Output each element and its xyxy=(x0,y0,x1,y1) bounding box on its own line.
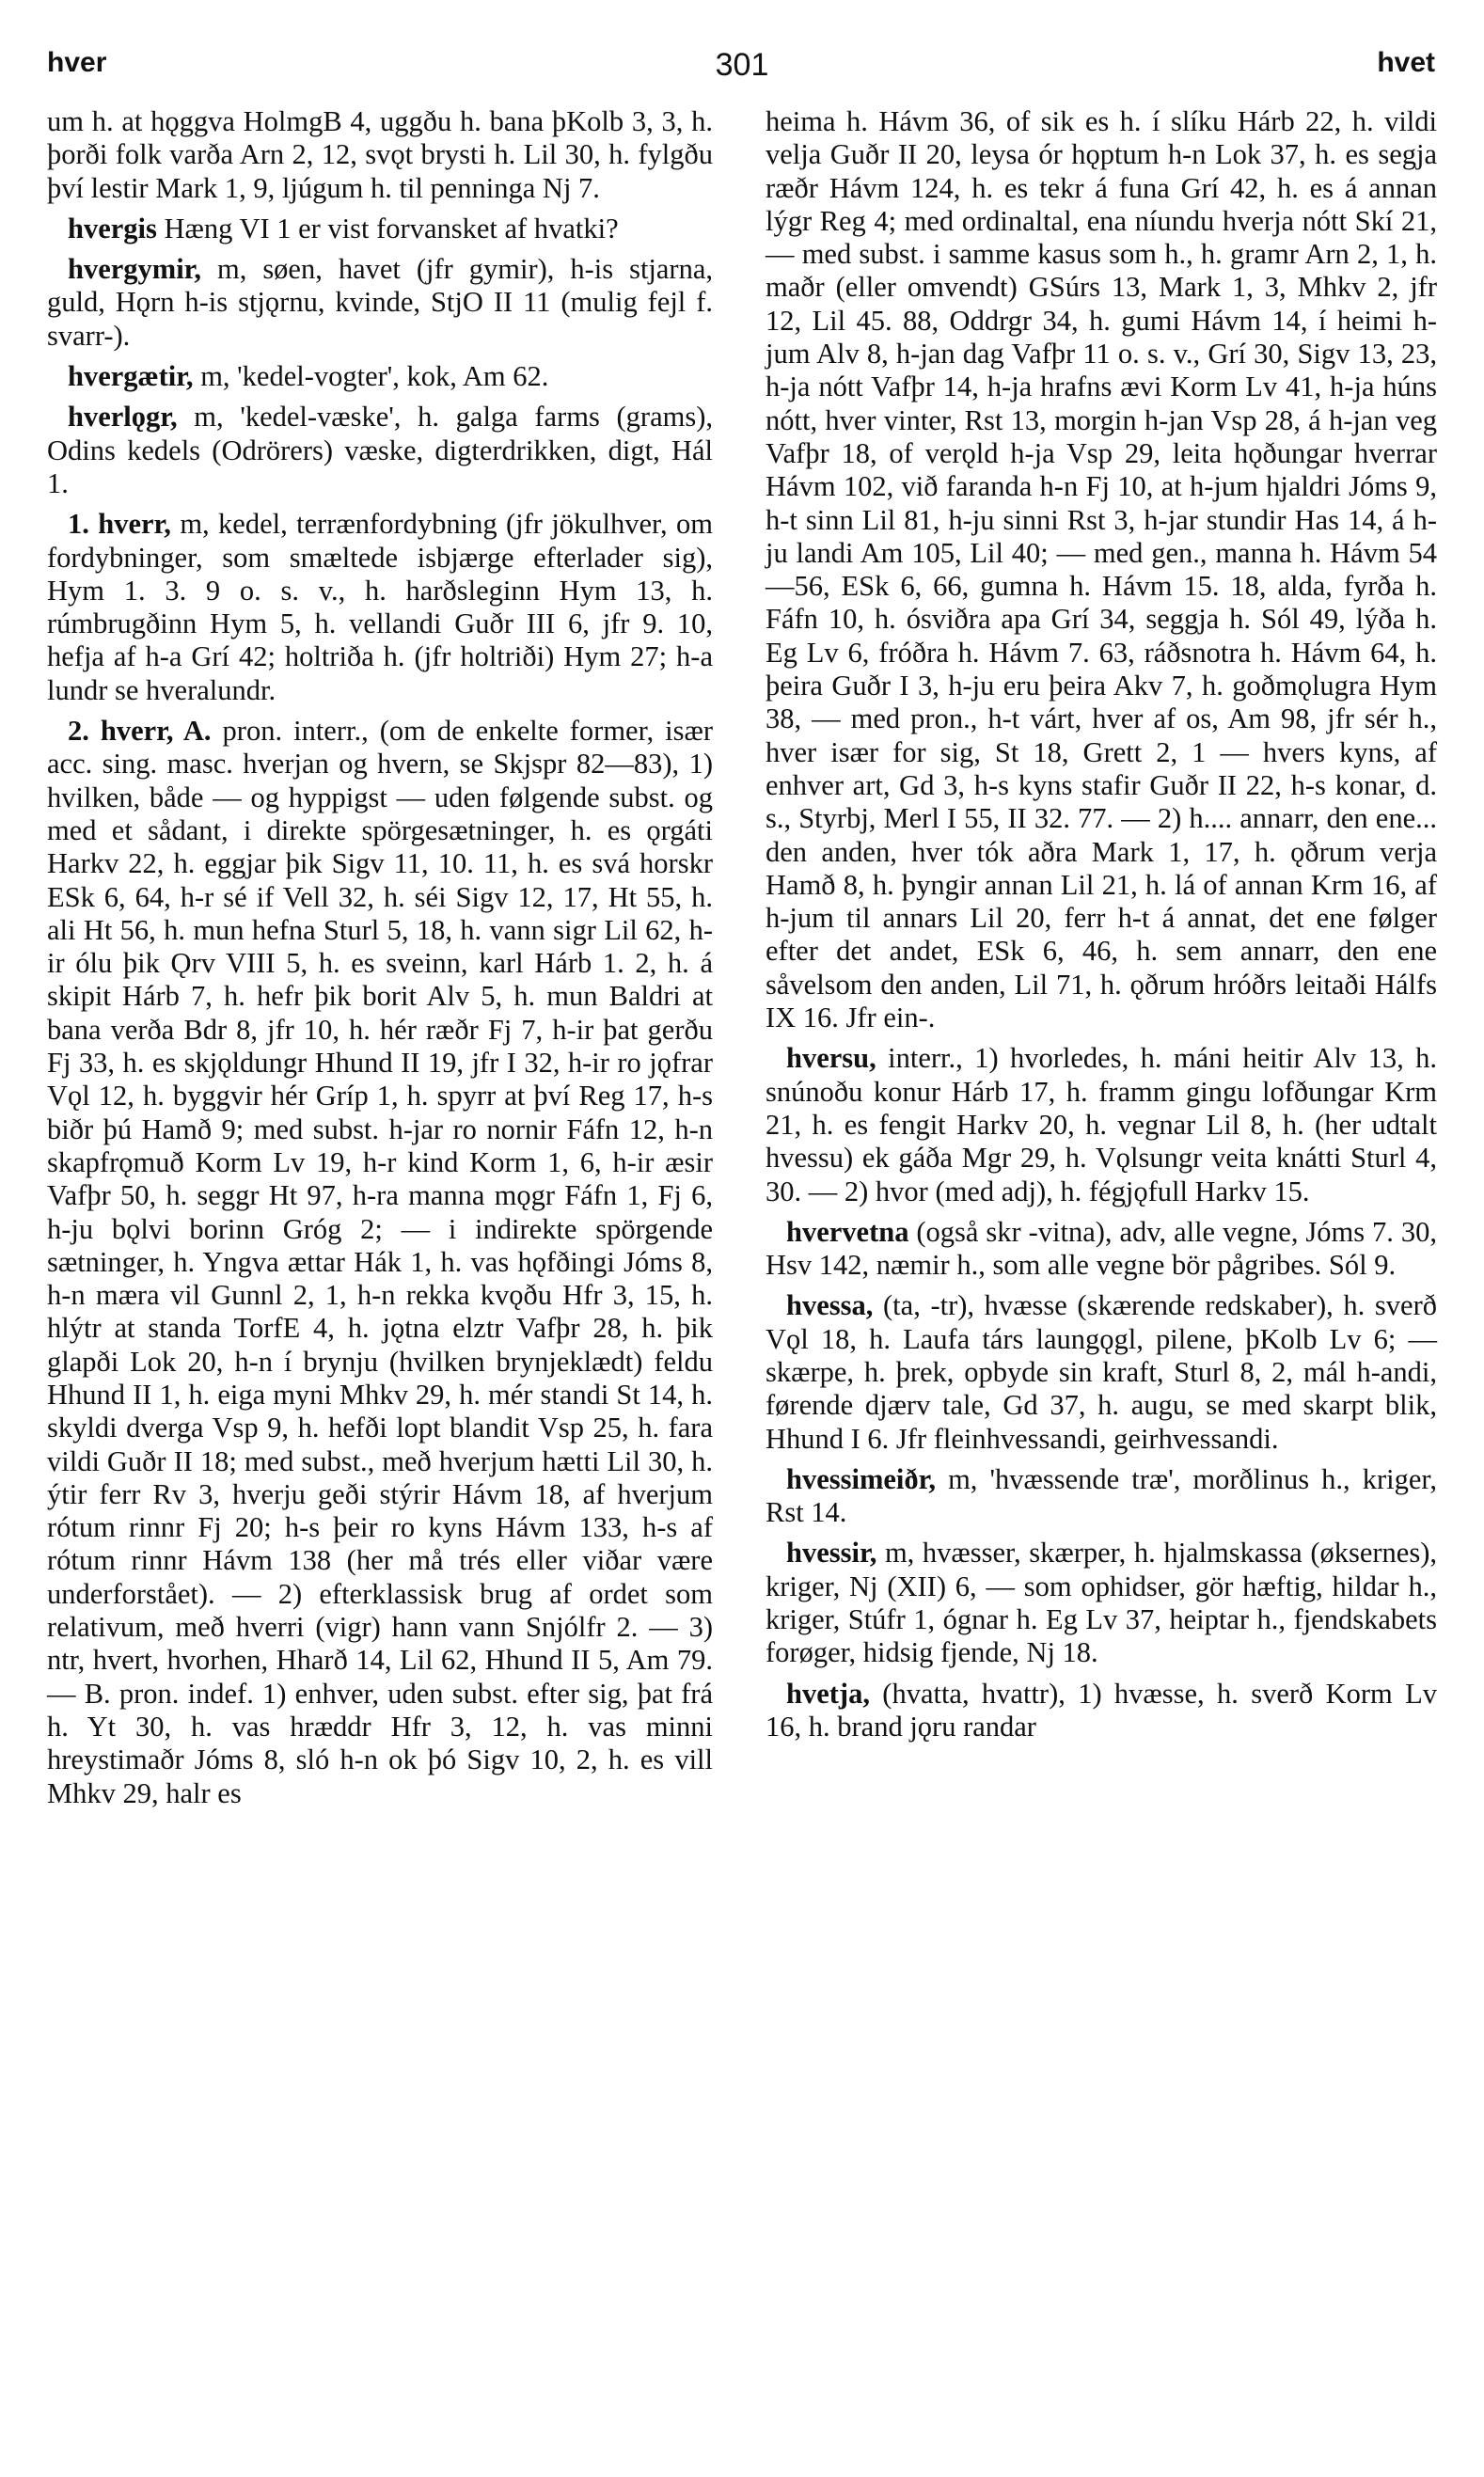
entry-hverlogr xyxy=(47,401,713,500)
entry-body: m, hvæsser, skærper, h. hjalmskassa (øksernes), kriger, Nj (XII) 6, — som ophidser, gör hæftig, hildar h., kriger, Stúfr 1, ógnar h. Eg Lv 37, heiptar h., fjendskabets forøger, hidsig fjende, Nj 18. xyxy=(766,1537,1437,1669)
entry-hversu xyxy=(766,1042,1437,1207)
entry-body: pron. interr., (om de enkelte former, især acc. sing. masc. hverjan og hvern, se Skjspr 82—83), 1) hvilken, både — og hyppigst — uden følgende subst. og med et sådant, i direkte spörgesætninger, h. es ǫrgáti Harkv 22, h. eggjar þik Sigv 11, 10. 11, h. es svá horskr ESk 6, 64, h-r sé if Vell 32, h. séi Sigv 12, 17, Ht 55, h. ali Ht 56, h. mun hefna Sturl 5, 18, h. vann sigr Lil 62, h-ir ólu þik Ǫrv VIII 5, h. es sveinn, karl Hárb 1. 2, h. á skipit Hárb 7, h. hefr þik borit Alv 5, h. mun Baldri at bana verða Bdr 8, jfr 10, h. hér ræðr Fj 7, h-ir þat gerðu Fj 33, h. es skjǫldungr Hhund II 19, jfr I 32, h-ir ro jǫfrar Vǫl 12, h. byggvir hér Gríp 1, h. spyrr at því Reg 17, h-s biðr þú Hamð 9; med subst. h-jar ro nornir Fáfn 12, h-n skapfrǫmuð Korm Lv 19, h-r kind Korm 1, 6, h-ir æsir Vafþr 50, h. seggr Ht 97, h-ra manna mǫgr Fáfn 1, Fj 6, h-ju bǫlvi borinn Gróg 2; — i indirekte spörgende sætninger, h. Yngva ættar Hák 1, h. vas hǫfðingi Jóms 8, h-n mæra vil Gunnl 2, 1, h-n rekka kvǫðu Hfr 3, 15, h. hlýtr at standa TorfE 4, h. jǫtna elztr Vafþr 28, h. þik glapði Lok 20, h-n í brynju (hvilken brynjeklædt) feldu Hhund II 1, h. eiga myni Mhkv 29, h. mér standi St 14, h. skyldi dverga Vsp 9, h. hefði lopt blandit Vsp 25, h. fara vildi Guðr II 18; med subst., með hverjum hætti Lil 30, h. ýtir ferr Rv 3, hverju geði stýrir Hávm 18, af hverjum rótum rinnr Fj 20; h-s þeir ro kyns Hávm 133, h-s af rótum rinnr Hávm 138 (her må trés eller viðar være underforstået). — 2) efterklassisk brug af ordet som relativum, með hverri (vigr) hann vann Snjólfr 2. — 3) ntr, hvert, hvorhen, Hharð 14, Lil 62, Hhund II 5, Am 79. — B. pron. indef. 1) enhver, uden subst. efter sig, þat frá h. Yt 30, h. vas hræddr Hfr 3, 12, h. vas minni hreystimaðr Jóms 8, sló h-n ok þó Sigv 10, 2, h. es vill Mhkv 29, halr es xyxy=(47,715,713,1809)
entry-hverr-2 xyxy=(47,715,713,1810)
left-guideword: hver xyxy=(47,47,107,78)
entry-hvervetna xyxy=(766,1216,1437,1283)
headword: hvergis xyxy=(68,212,157,245)
entry-hvergymir xyxy=(47,253,713,353)
entry-body: m, 'kedel-vogter', kok, Am 62. xyxy=(193,360,549,393)
headword: hvervetna xyxy=(786,1215,909,1248)
headword: hvessa, xyxy=(786,1289,874,1322)
entry-body: Hæng VI 1 er vist forvansket af hvatki? xyxy=(156,212,619,245)
headword: 1. hverr, xyxy=(68,508,171,541)
entry-hverr-1 xyxy=(47,508,713,707)
headword: hvessir, xyxy=(786,1537,877,1570)
entry-continuation: um h. at hǫggva HolmgB 4, uggðu h. bana þKolb 3, 3, h. þorði folk varða Arn 2, 12, svǫt brysti h. Lil 30, h. fylgðu því lestir Mark 1, 9, ljúgum h. til penninga Nj 7. xyxy=(47,105,713,204)
entry-body: (hvatta, hvattr), 1) hvæsse, h. sverð Korm Lv 16, h. brand jǫru randar xyxy=(766,1677,1437,1743)
headword: hversu, xyxy=(786,1042,876,1075)
headword: hverlǫgr, xyxy=(68,401,178,434)
headword: hvetja, xyxy=(786,1677,870,1710)
entry-hvetja xyxy=(766,1678,1437,1744)
entry-hvessir xyxy=(766,1537,1437,1669)
entry-hvergaetir xyxy=(47,360,713,393)
headword: hvessimeiðr, xyxy=(786,1462,936,1495)
entry-hvessa xyxy=(766,1289,1437,1455)
entry-hvessimeidr xyxy=(766,1463,1437,1530)
headword: 2. hverr, A. xyxy=(68,715,212,748)
entry-body: interr., 1) hvorledes, h. máni heitir Alv 13, h. snúnoðu konur Hárb 17, h. framm gingu lofðungar Krm 21, h. es fengit Harkv 20, h. vegnar Lil 8, h. (her udtalt hvessu) ek gáða Mgr 29, h. Vǫlsungr veita knátti Sturl 4, 30. — 2) hvor (med adj), h. fégjǫfull Harkv 15. xyxy=(766,1042,1437,1207)
entry-body: (også skr -vitna), adv, alle vegne, Jóms 7. 30, Hsv 142, næmir h., som alle vegne bör pågribes. Sól 9. xyxy=(766,1215,1437,1282)
left-column xyxy=(47,105,713,1818)
right-column xyxy=(766,105,1437,1751)
entry-body: m, søen, havet (jfr gymir), h-is stjarna, guld, Hǫrn h-is stjǫrnu, kvinde, StjO II 11 (mulig fejl f. svarr-). xyxy=(47,253,713,352)
entry-body: (ta, -tr), hvæsse (skærende redskaber), h. sverð Vǫl 18, h. Laufa társ laungǫgl, pilene, þKolb Lv 6; — skærpe, h. þrek, opbyde sin kraft, Sturl 8, 2, mál h-andi, førende djærv tale, Gd 37, h. augu, se med skarpt blik, Hhund I 6. Jfr fleinhvessandi, geirhvessandi. xyxy=(766,1289,1437,1455)
entry-body: m, 'kedel-væske', h. galga farms (grams), Odins kedels (Odrörers) væske, digterdrikken, digt, Hál 1. xyxy=(47,401,713,499)
entry-body: m, 'hvæssende træ', morðlinus h., kriger, Rst 14. xyxy=(766,1462,1437,1529)
entry-body: m, kedel, terrænfordybning (jfr jökulhver, om fordybninger, som smæltede isbjærge efterlader sig), Hym 1. 3. 9 o. s. v., h. harðsleginn Hym 13, h. rúmbrugðinn Hym 5, h. vellandi Guðr III 6, jfr 9. 10, hefja af h-a Grí 42; holtriða h. (jfr holtriði) Hym 27; h-a lundr se hveralundr. xyxy=(47,508,713,706)
right-guideword: hvet xyxy=(1377,47,1435,78)
page-number: 301 xyxy=(715,47,769,83)
entry-hvergis xyxy=(47,213,713,245)
headword: hvergætir, xyxy=(68,360,194,393)
headword: hvergymir, xyxy=(68,253,202,286)
entry-continuation: heima h. Hávm 36, of sik es h. í slíku Hárb 22, h. vildi velja Guðr II 20, leysa ór hǫptum h-n Lok 37, h. es segja ræðr Hávm 124, h. es tekr á funa Grí 42, h. es á annan lýgr Reg 4; med ordinaltal, ena níundu hverja nótt Skí 21, — med subst. i samme kasus som h., h. gramr Arn 2, 1, h. maðr (eller omvendt) GSúrs 13, Mark 1, 3, Mhkv 2, jfr 12, Lil 45. 88, Oddrgr 34, h. gumi Hávm 14, í heimi h-jum Alv 8, h-jan dag Vafþr 11 o. s. v., Grí 30, Sigv 13, 23, h-ja nótt Vafþr 14, h-ja hrafns ævi Korm Lv 41, h-ja húns nótt, hver vinter, Rst 13, morgin h-jan Vsp 28, á h-jan veg Vafþr 18, of verǫld h-ja Vsp 29, leita hǫðungar hverrar Hávm 102, við faranda h-n Fj 10, at h-jum hjaldri Jóms 9, h-t sinn Lil 81, h-ju sinni Rst 3, h-jar stundir Has 14, á h-ju landi Am 105, Lil 40; — med gen., manna h. Hávm 54—56, ESk 6, 66, gumna h. Hávm 15. 18, alda, fyrða h. Fáfn 10, h. ósviðra apa Grí 34, seggja h. Sól 49, lýða h. Eg Lv 6, fróðra h. Hávm 7. 63, ráðsnotra h. Hávm 64, h. þeira Guðr I 3, h-ju eru þeira Akv 7, h. goðmǫlugra Hym 38, — med pron., h-t várt, hver af os, Am 98, jfr sér h., hver især for sig, St 18, Grett 2, 1 — hvers kyns, af enhver art, Gd 3, h-s kyns stafir Guðr II 22, h-s konar, d. s., Styrbj, Merl I 55, II 32. 77. — 2) h.... annarr, den ene... den anden, hver tók aðra Mark 1, 17, h. ǫðrum verja Hamð 8, h. þyngir annan Lil 21, h. lá of annan Krm 16, af h-jum til annars Lil 20, ferr h-t á annat, det ene følger efter det andet, ESk 6, 46, h. sem annarr, den ene såvelsom den anden, Lil 71, h. ǫðrum hróðrs leitaði Hálfs IX 16. Jfr ein-. xyxy=(766,105,1437,1034)
